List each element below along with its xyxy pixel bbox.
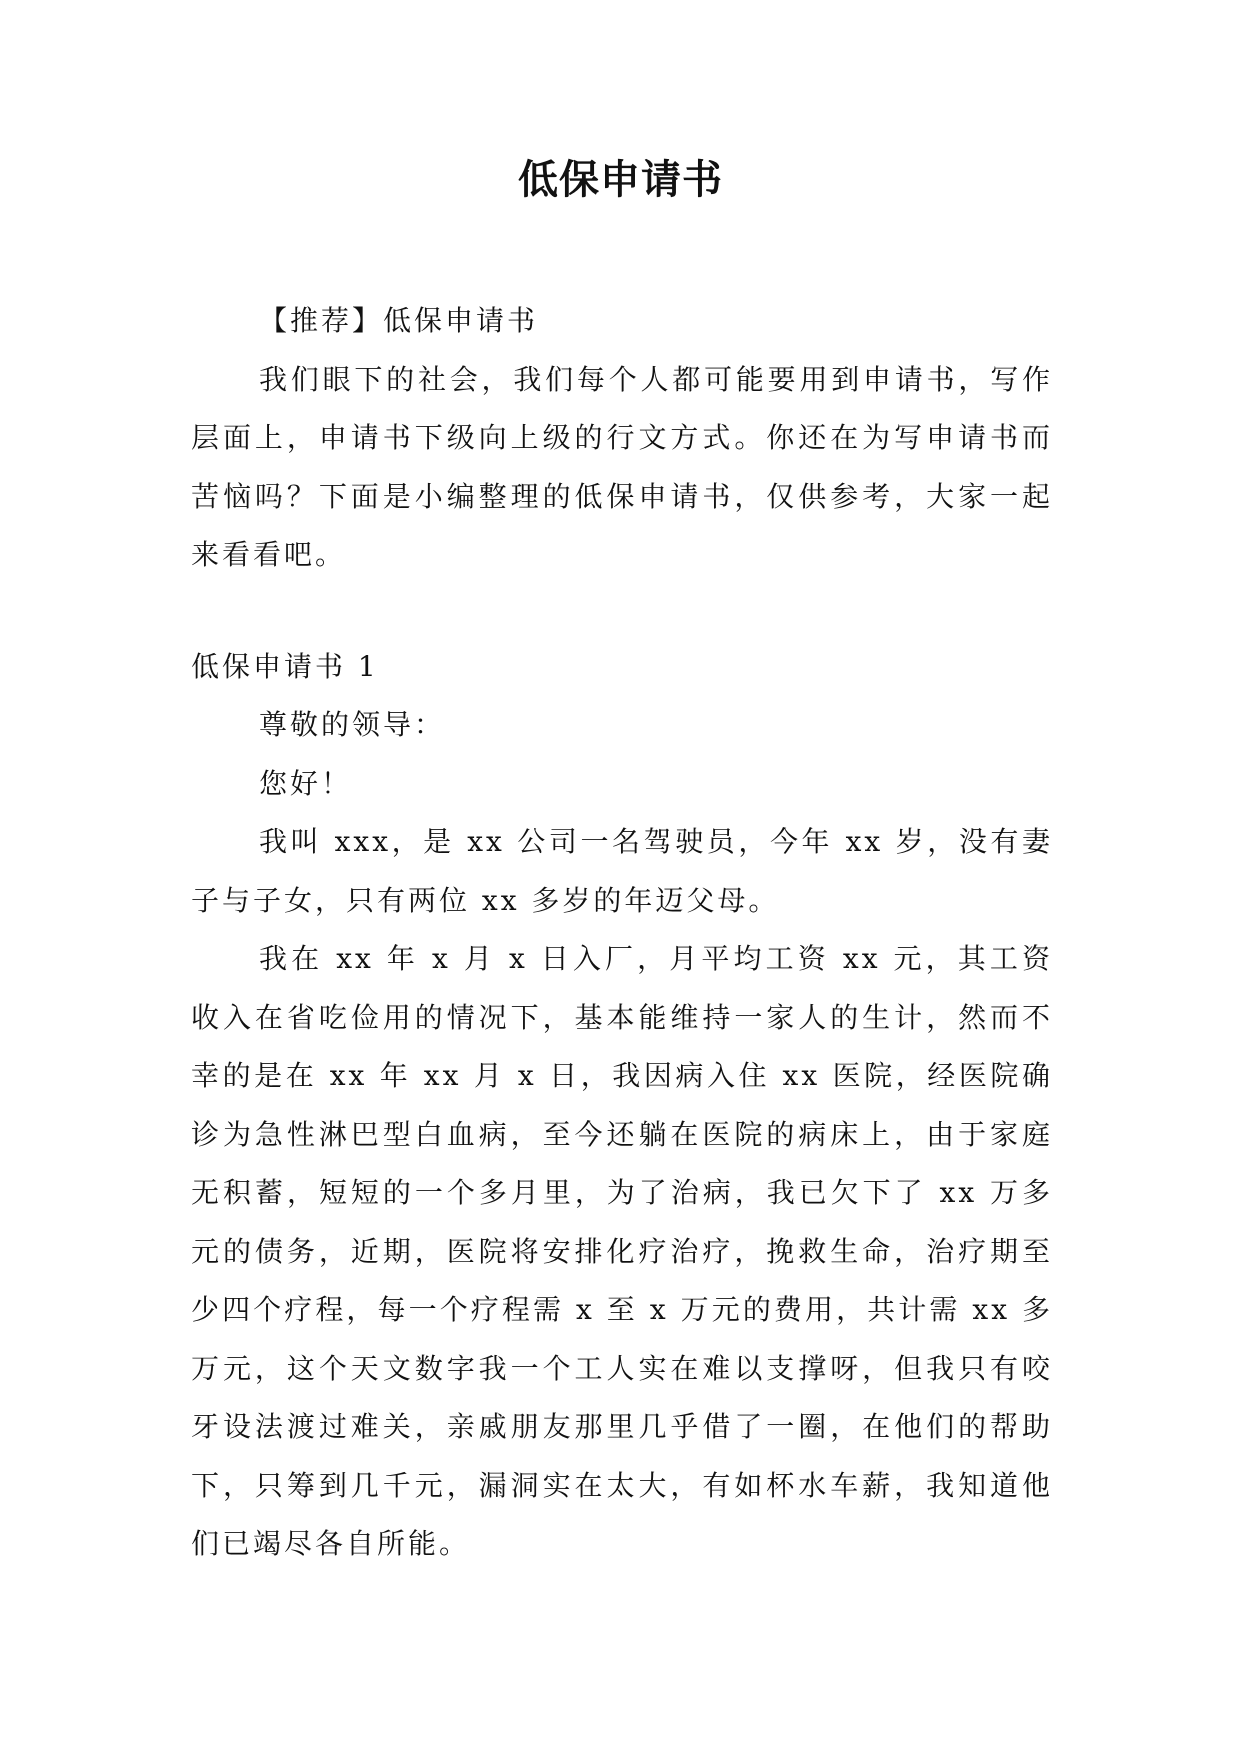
greeting: 您好！ [259, 766, 353, 800]
document-body [191, 292, 1053, 1574]
intro-heading: 【推荐】低保申请书 [259, 304, 539, 337]
body-paragraph: 我叫 xxx，是 xx 公司一名驾驶员，今年 xx 岁，没有妻子与子女，只有两位 xx 多岁的年迈父母。 [191, 825, 1053, 917]
body-paragraph: 我在 xx 年 x 月 x 日入厂，月平均工资 xx 元，其工资收入在省吃俭用的情况下，基本能维持一家人的生计，然而不幸的是在 xx 年 xx 月 x 日，我因病入住 xx 医院，经医院确诊为急性淋巴型白血病，至今还躺在医院的病床上，由于家庭无积蓄，短短的一个多月里，为了治病，我已欠下了 xx 万多元的债务，近期，医院将安排化疗治疗，挽救生命，治疗期至少四个疗程，每一个疗程需 x 至 x 万元的费用，共计需 xx 多万元，这个天文数字我一个工人实在难以支撑呀，但我只有咬牙设法渡过难关，亲戚朋友那里几乎借了一圈，在他们的帮助下，只筹到几千元，漏洞实在太大，有如杯水车薪，我知道他们已竭尽各自所能。 [191, 942, 1053, 1560]
salutation: 尊敬的领导： [259, 708, 446, 741]
section-heading: 低保申请书 1 [191, 649, 379, 683]
intro-paragraph: 我们眼下的社会，我们每个人都可能要用到申请书，写作层面上，申请书下级向上级的行文方式。你还在为写申请书而苦恼吗？下面是小编整理的低保申请书，仅供参考，大家一起来看看吧。 [191, 362, 1053, 571]
document-title: 低保申请书 [518, 157, 723, 203]
